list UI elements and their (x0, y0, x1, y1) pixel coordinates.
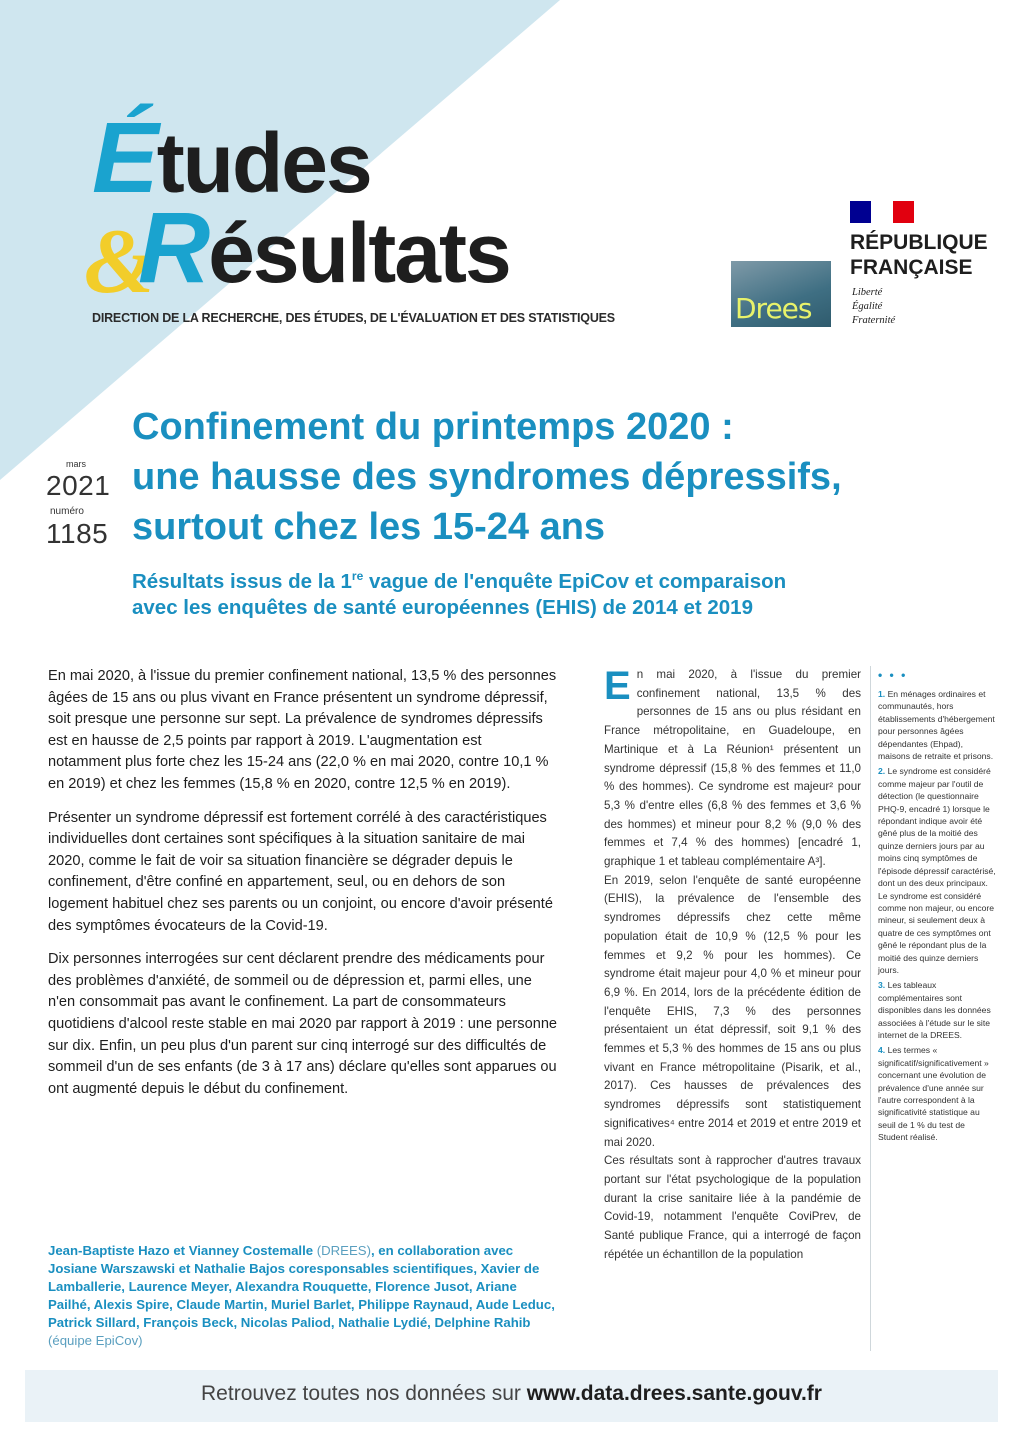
republique-francaise (850, 230, 988, 280)
logo-resultats-initial: R (138, 192, 209, 304)
subtitle-sup: re (351, 569, 364, 583)
logo-resultats (92, 192, 510, 304)
issue-year: 2021 (46, 470, 111, 501)
footnotes (878, 688, 996, 1147)
drees-logo (731, 261, 831, 327)
body-column (604, 666, 861, 1265)
body-paragraph-2: En 2019, selon l'enquête de santé européenne (EHIS), la prévalence de l'ensemble des syndromes dépressifs chez cette même population était de 10,9 % (12,5 % pour les femmes et 9,2 % pour les hommes). Ce syndrome était majeur pour 4,0 % et mineur pour 6,9 %. En 2014, lors de la précédente édition de l'enquête EHIS, 7,3 % des personnes présentaient un état dépressif, soit 9,1 % des femmes et 5,3 % des hommes de 15 ans ou plus vivant en France métropolitaine (Pisarik, et al., 2017). Ces hausses de prévalences des syndromes dépressifs sont statistiquement significatives⁴ entre 2014 et 2019 et entre 2019 et mai 2020. (604, 873, 861, 1149)
page-subtitle (132, 563, 972, 621)
summary-paragraph-3: Dix personnes interrogées sur cent déclarent prendre des médicaments pour des problèmes d'anxiété, de sommeil ou de dépression et, parmi elles, une n'en consommait pas avant le confinement. La part de consommateurs quotidiens d'alcool reste stable en mai 2020 par rapport à 2019 : une personne sur dix. Enfin, un peu plus d'un parent sur cinq interrogé sur des difficultés de sommeil d'un de ses enfants (de 3 à 17 ans) déclare qu'elles sont apparues ou ont augmenté depuis le début du confinement. (48, 951, 558, 1097)
authors-org-1: (DREES) (313, 1243, 371, 1258)
summary-paragraph-2: Présenter un syndrome dépressif est fortement corrélé à des caractéristiques individuelles dont certaines sont spécifiques à la situation sanitaire de mai 2020, comme le fait de voir sa situation financière se dégrader depuis le confinement, d'être confiné en appartement, seul, ou en dehors de son logement habituel chez ses parents ou un conjoint, ou encore d'avoir présenté des symptômes évocateurs de la Covid-19. (48, 809, 553, 934)
page-title (132, 402, 972, 552)
title-line1: Confinement du printemps 2020 : (132, 406, 734, 448)
direction-text: DIRECTION DE LA RECHERCHE, DES ÉTUDES, DE L'ÉVALUATION ET DES STATISTIQUES (92, 311, 615, 325)
footer-url-link[interactable]: www.data.drees.sante.gouv.fr (526, 1382, 822, 1405)
footnote: 4. Les termes « significatif/significativement » concernant une évolution de prévalence d'une année sur l'autre correspondent à la significativité statistique au seuil de 1 % du test de Student réalisé. (878, 1045, 989, 1143)
issue-number-label: numéro (50, 506, 84, 517)
authors-org-2: (équipe EpiCov) (48, 1333, 143, 1348)
motto-fraternite: Fraternité (852, 315, 896, 326)
logo-etudes-rest: tudes (156, 116, 371, 210)
motto-egalite: Égalité (852, 301, 883, 312)
republique-line1: RÉPUBLIQUE (850, 231, 988, 254)
french-flag-icon (850, 201, 914, 223)
footer-prefix: Retrouvez toutes nos données sur (201, 1382, 527, 1405)
footnote: 1. En ménages ordinaires et communautés, hors établissements d'hébergement pour personnes âgées dépendantes (Ehpad), maisons de retraite et prisons. (878, 689, 995, 762)
body-paragraph-3: Ces résultats sont à rapprocher d'autres travaux portant sur l'état psychologique de la population durant la crise sanitaire liée à la pandémie de Covid-19, notamment l'enquête CoviPrev, de Santé publique France, qui a interrogé de façon répétée un échantillon de la population (604, 1154, 861, 1261)
republique-line2: FRANÇAISE (850, 256, 973, 279)
title-line3: surtout chez les 15-24 ans (132, 506, 606, 548)
body-paragraph-1: n mai 2020, à l'issue du premier confinement national, 13,5 % des personnes de 15 ans ou plus résidant en France métropolitaine, en Guadeloupe, en Martinique et à La Réunion¹ présentent un syndrome dépressif (15,8 % des femmes et 11,0 % des hommes). Ce syndrome est majeur² pour 5,3 % d'entre elles (6,8 % des femmes et 3,6 % des hommes) et mineur pour 8,2 % (9,0 % des femmes et 7,4 % des hommes) [encadré 1, graphique 1 et tableau complémentaire A³]. (604, 668, 861, 869)
logo-resultats-rest: ésultats (208, 206, 510, 300)
authors-names-2: , en collaboration avec Josiane Warszawski et Nathalie Bajos coresponsables scientifiques, Xavier de Lamballerie, Laurence Meyer, Alexandra Rouquette, Florence Jusot, Ariane Pailhé, Alexis Spire, Claude Martin, Muriel Barlet, Philippe Raynaud, Aude Leduc, Patrick Sillard, François Beck, Nicolas Paliod, Nathalie Lydié, Delphine Rahib (48, 1243, 555, 1330)
drop-cap: E (604, 664, 631, 708)
footnote: 3. Les tableaux complémentaires sont disponibles dans les données associées à l'étude sur le site internet de la DREES. (878, 980, 991, 1040)
summary (48, 666, 558, 1112)
footnote: 2. Le syndrome est considéré comme majeur par l'outil de détection (le questionnaire PHQ-9, encadré 1) lorsque le répondant indique avoir été gêné plus de la moitié des quinze derniers jours par au moins cinq symptômes de l'épisode dépressif caractérisé, dont un des deux principaux. Le syndrome est considéré comme non majeur, ou encore mineur, si seulement deux à quatre de ces symptômes ont gêné le répondant plus de la moitié des quinze derniers jours. (878, 766, 996, 975)
column-divider (870, 666, 871, 1351)
subtitle-line2: avec les enquêtes de santé européennes (EHIS) de 2014 et 2019 (132, 595, 753, 619)
notes-dots: • • • (878, 668, 908, 682)
issue-number: 1185 (46, 518, 109, 549)
logo-etudes-initial: É (92, 102, 157, 214)
logo-etudes (92, 102, 371, 214)
footer-banner (25, 1370, 998, 1422)
footer-text (25, 1382, 998, 1406)
subtitle-part1: Résultats issus de la 1 (132, 569, 352, 593)
title-line2: une hausse des syndromes dépressifs, (132, 456, 842, 498)
subtitle-part2: vague de l'enquête EpiCov et comparaison (363, 569, 787, 593)
summary-paragraph-1: En mai 2020, à l'issue du premier confinement national, 13,5 % des personnes âgées de 15 ans ou plus vivant en France présentent un syndrome dépressif, soit presque une personne sur sept. La prévalence de syndromes dépressifs est en hausse de 2,5 points par rapport à 2019. L'augmentation est notamment plus forte chez les 15-24 ans (22,0 % en mai 2020, contre 10,1 % en 2019) et chez les femmes (15,8 % en 2020, contre 12,5 % en 2019). (48, 668, 557, 792)
authors (48, 1242, 558, 1350)
drees-logo-text: Drees (735, 292, 812, 325)
issue-month: mars (66, 459, 86, 469)
motto (852, 286, 895, 328)
authors-names-1: Jean-Baptiste Hazo et Vianney Costemalle (48, 1243, 314, 1258)
motto-liberte: Liberté (852, 287, 883, 298)
logo-ampersand: & (84, 210, 156, 312)
